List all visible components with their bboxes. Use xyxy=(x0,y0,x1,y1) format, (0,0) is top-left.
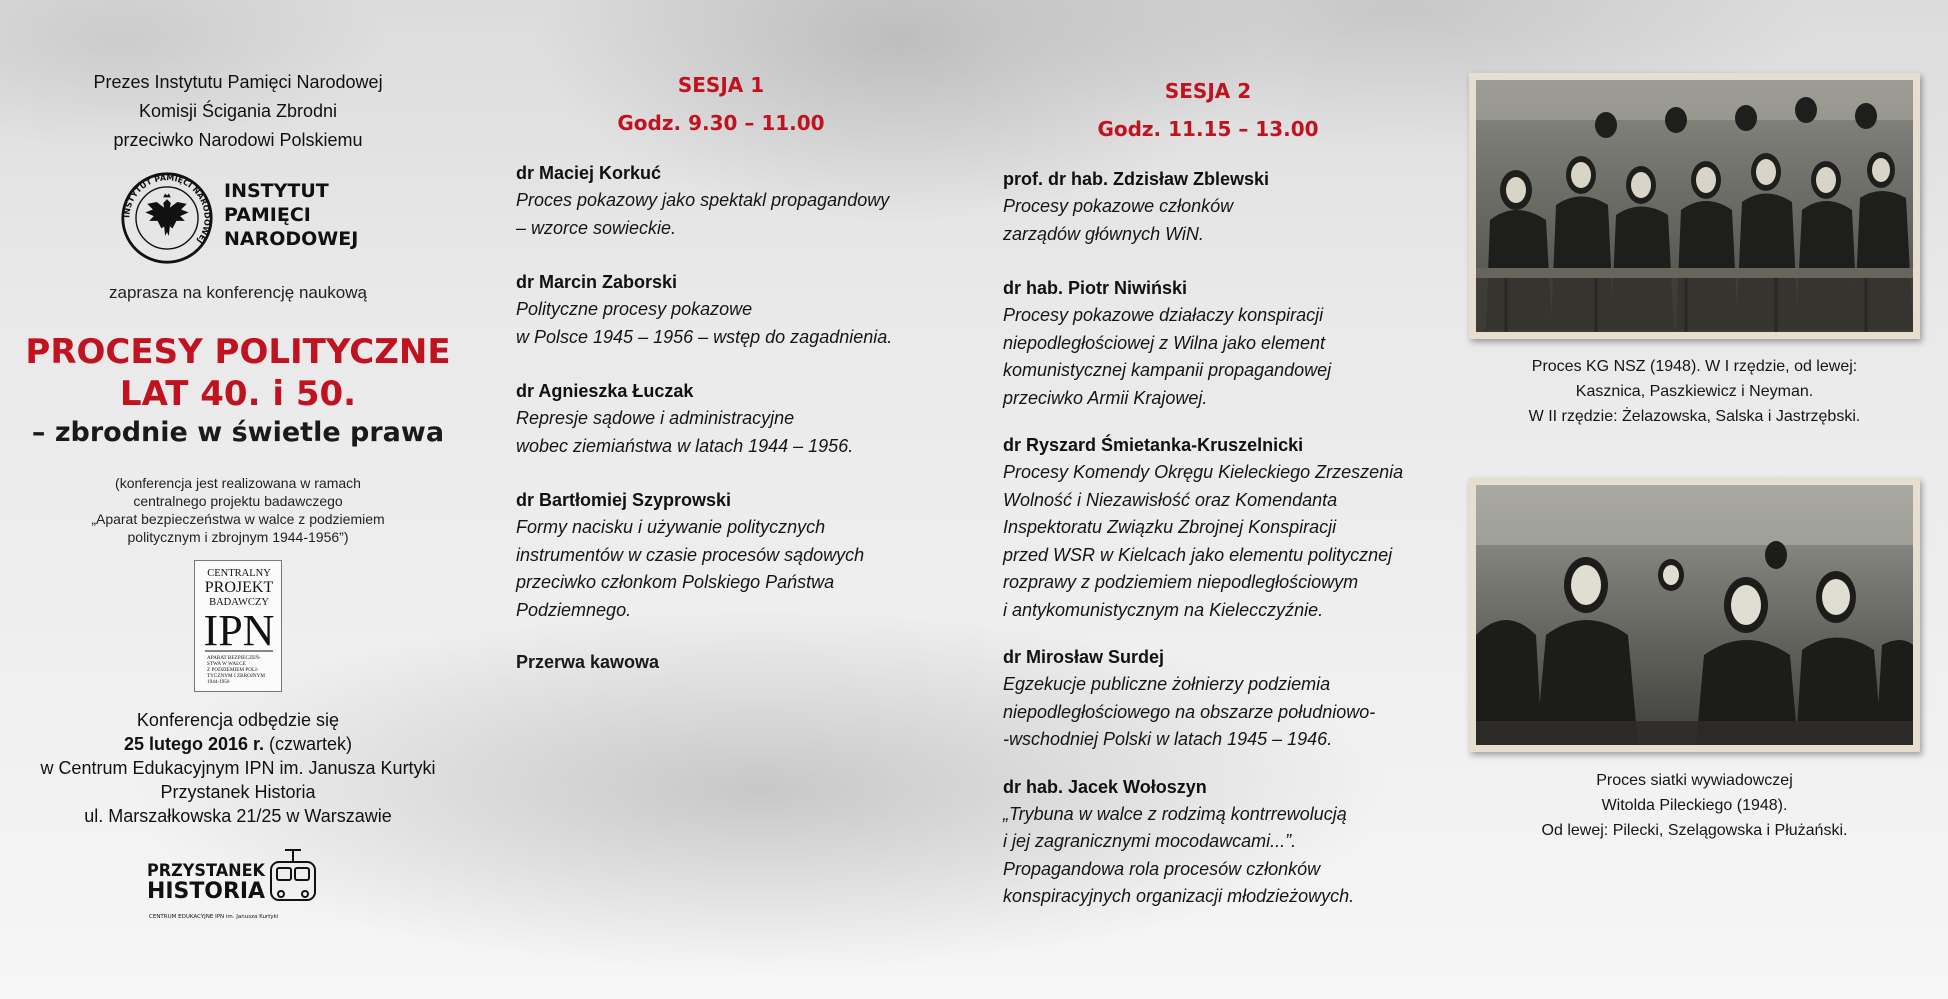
talk-item xyxy=(1003,644,1433,754)
talk-speaker: dr hab. Piotr Niwiński xyxy=(1003,278,1188,298)
courtroom-photo-icon xyxy=(1476,80,1913,332)
venue-date-bold: 25 lutego 2016 r. xyxy=(123,734,265,754)
inviter-line: Komisji Ścigania Zbrodni xyxy=(138,101,338,121)
central-project-logo xyxy=(194,560,282,692)
talk-title: Procesy pokazowe członków zarządów głównych WiN. xyxy=(1003,196,1234,244)
venue-date-weekday: (czwartek) xyxy=(264,734,353,754)
talk-item xyxy=(1003,774,1433,911)
talk-title: „Trybuna w walce z rodzimą kontrrewolucją i jej zagranicznymi mocodawcami...”. Propagandowa rola procesów członków konspiracyjnych organizacji młodzieżowych. xyxy=(1003,803,1355,906)
photo-1-caption xyxy=(1469,354,1920,429)
svg-text:PRZYSTANEK: PRZYSTANEK xyxy=(147,861,266,881)
session-label: SESJA 1 xyxy=(677,73,765,97)
logo-word: INSTYTUT xyxy=(224,180,329,202)
courtroom-photo-1 xyxy=(1469,73,1920,339)
invitation-text: zaprasza na konferencję naukową xyxy=(109,283,367,302)
organizer-column xyxy=(0,68,476,924)
caption-line: Od lewej: Pilecki, Szelągowska i Płużański. xyxy=(1541,822,1848,839)
session-time: Godz. 11.15 – 13.00 xyxy=(1097,117,1319,141)
logo-word: PAMIĘCI xyxy=(224,204,311,226)
venue-line: ul. Marszałkowska 21/25 w Warszawie xyxy=(84,806,392,826)
tram-logo-icon xyxy=(143,844,333,924)
talk-item xyxy=(1003,166,1433,248)
conference-title-line: PROCESY POLITYCZNE xyxy=(25,332,451,372)
caption-line: W II rzędzie: Żelazowska, Salska i Jastrzębski. xyxy=(1528,408,1861,425)
talk-item xyxy=(516,487,936,624)
svg-text:BADAWCZY: BADAWCZY xyxy=(209,597,269,608)
svg-text:CENTRUM EDUKACYJNE IPN im. Jan: CENTRUM EDUKACYJNE IPN im. Janusza Kurtyki xyxy=(149,914,279,920)
courtroom-photo-icon xyxy=(1476,485,1913,745)
talk-title: Procesy pokazowe działaczy konspiracji niepodległościowej z Wilna jako element komunistycznej kampanii propagandowej przeciwko Armii Krajowej. xyxy=(1003,305,1332,408)
talk-title: Egzekucje publiczne żołnierzy podziemia niepodległościowego na obszarze południowo- -wschodniej Polski w latach 1945 – 1946. xyxy=(1003,674,1376,749)
seal-text: INSTYTUT PAMIĘCI NARODOWEJ xyxy=(122,173,212,246)
przystanek-historia-logo xyxy=(143,844,333,924)
coffee-break: Przerwa kawowa xyxy=(516,652,660,672)
session-1-header xyxy=(516,66,926,142)
project-note-line: centralnego projektu badawczego xyxy=(133,493,343,509)
caption-line: Proces KG NSZ (1948). W I rzędzie, od lewej: xyxy=(1531,358,1858,375)
svg-text:STWA W WALCE: STWA W WALCE xyxy=(207,661,246,667)
session-1-talks xyxy=(516,160,936,624)
venue-line: Przystanek Historia xyxy=(160,782,316,802)
central-project-logo-icon xyxy=(195,561,283,693)
courtroom-photo-2 xyxy=(1469,478,1920,752)
inviter-line: Prezes Instytutu Pamięci Narodowej xyxy=(93,72,383,92)
talk-speaker: dr Ryszard Śmietanka-Kruszelnicki xyxy=(1003,435,1304,455)
talk-speaker: dr Mirosław Surdej xyxy=(1003,647,1165,667)
talk-speaker: dr hab. Jacek Wołoszyn xyxy=(1003,776,1207,797)
svg-text:TYCZNYM I ZBROJNYM: TYCZNYM I ZBROJNYM xyxy=(207,673,265,679)
photo-2-caption xyxy=(1469,768,1920,843)
session-2-column xyxy=(1003,72,1433,911)
svg-text:1944-1956: 1944-1956 xyxy=(207,679,230,685)
talk-title: Polityczne procesy pokazowe w Polsce 1945 – 1956 – wstęp do zagadnienia. xyxy=(516,299,893,347)
ipn-logo-text xyxy=(224,179,358,251)
logo-word: NARODOWEJ xyxy=(224,228,359,250)
talk-item xyxy=(516,160,936,242)
session-time: Godz. 9.30 – 11.00 xyxy=(617,111,825,135)
session-label: SESJA 2 xyxy=(1164,79,1252,103)
talk-item xyxy=(516,378,936,460)
project-note-line: politycznym i zbrojnym 1944-1956”) xyxy=(127,529,349,545)
inviter xyxy=(0,68,476,155)
talk-speaker: dr Marcin Zaborski xyxy=(516,272,678,292)
talk-title: Formy nacisku i używanie politycznych instrumentów w czasie procesów sądowych przeciwko członkom Polskiego Państwa Podziemnego. xyxy=(516,517,865,620)
talk-speaker: dr Bartłomiej Szyprowski xyxy=(516,490,732,510)
talk-title: Represje sądowe i administracyjne wobec ziemiaństwa w latach 1944 – 1956. xyxy=(516,408,854,456)
conference-title xyxy=(0,331,476,415)
svg-text:CENTRALNY: CENTRALNY xyxy=(207,568,271,579)
session-2-header xyxy=(1003,72,1413,148)
venue-line: Konferencja odbędzie się xyxy=(136,710,340,730)
eagle-seal-icon xyxy=(120,171,214,265)
session-2-talks xyxy=(1003,166,1433,911)
conference-subtitle: – zbrodnie w świetle prawa xyxy=(31,417,445,448)
talk-item xyxy=(516,269,936,351)
session-1-column xyxy=(516,66,936,673)
inviter-line: przeciwko Narodowi Polskiemu xyxy=(113,130,363,150)
svg-text:PROJEKT: PROJEKT xyxy=(204,579,274,596)
talk-speaker: dr Agnieszka Łuczak xyxy=(516,381,694,401)
talk-item xyxy=(1003,432,1433,624)
svg-text:Z PODZIEMIEM POLI-: Z PODZIEMIEM POLI- xyxy=(207,667,259,673)
conference-title-line: LAT 40. i 50. xyxy=(119,374,357,414)
caption-line: Witolda Pileckiego (1948). xyxy=(1601,797,1788,814)
venue-date xyxy=(0,732,476,756)
talk-title: Proces pokazowy jako spektakl propagandowy – wzorce sowieckie. xyxy=(516,190,890,238)
ipn-logo xyxy=(0,167,476,273)
project-note xyxy=(0,474,476,546)
svg-text:IPN: IPN xyxy=(203,606,275,655)
caption-line: Proces siatki wywiadowczej xyxy=(1596,772,1793,789)
talk-speaker: prof. dr hab. Zdzisław Zblewski xyxy=(1003,169,1270,189)
svg-text:HISTORIA: HISTORIA xyxy=(147,879,265,904)
talk-speaker: dr Maciej Korkuć xyxy=(516,163,662,183)
talk-item xyxy=(1003,275,1433,412)
caption-line: Kasznica, Paszkiewicz i Neyman. xyxy=(1575,383,1814,400)
project-note-line: „Aparat bezpieczeństwa w walce z podziemiem xyxy=(91,511,385,527)
venue-info xyxy=(0,708,476,828)
talk-title: Procesy Komendy Okręgu Kieleckiego Zrzeszenia Wolność i Niezawisłość oraz Komendanta Inspektoratu Związku Zbrojnej Konspiracji przed WSR w Kielcach jako elementu politycznej rozprawy z podziemiem niepodległościowym i antykomunistycznym na Kielecczyźnie. xyxy=(1003,462,1404,620)
svg-text:APARAT BEZPIECZEŃ-: APARAT BEZPIECZEŃ- xyxy=(207,655,261,661)
venue-line: w Centrum Edukacyjnym IPN im. Janusza Kurtyki xyxy=(40,758,436,778)
project-note-line: (konferencja jest realizowana w ramach xyxy=(115,475,361,491)
